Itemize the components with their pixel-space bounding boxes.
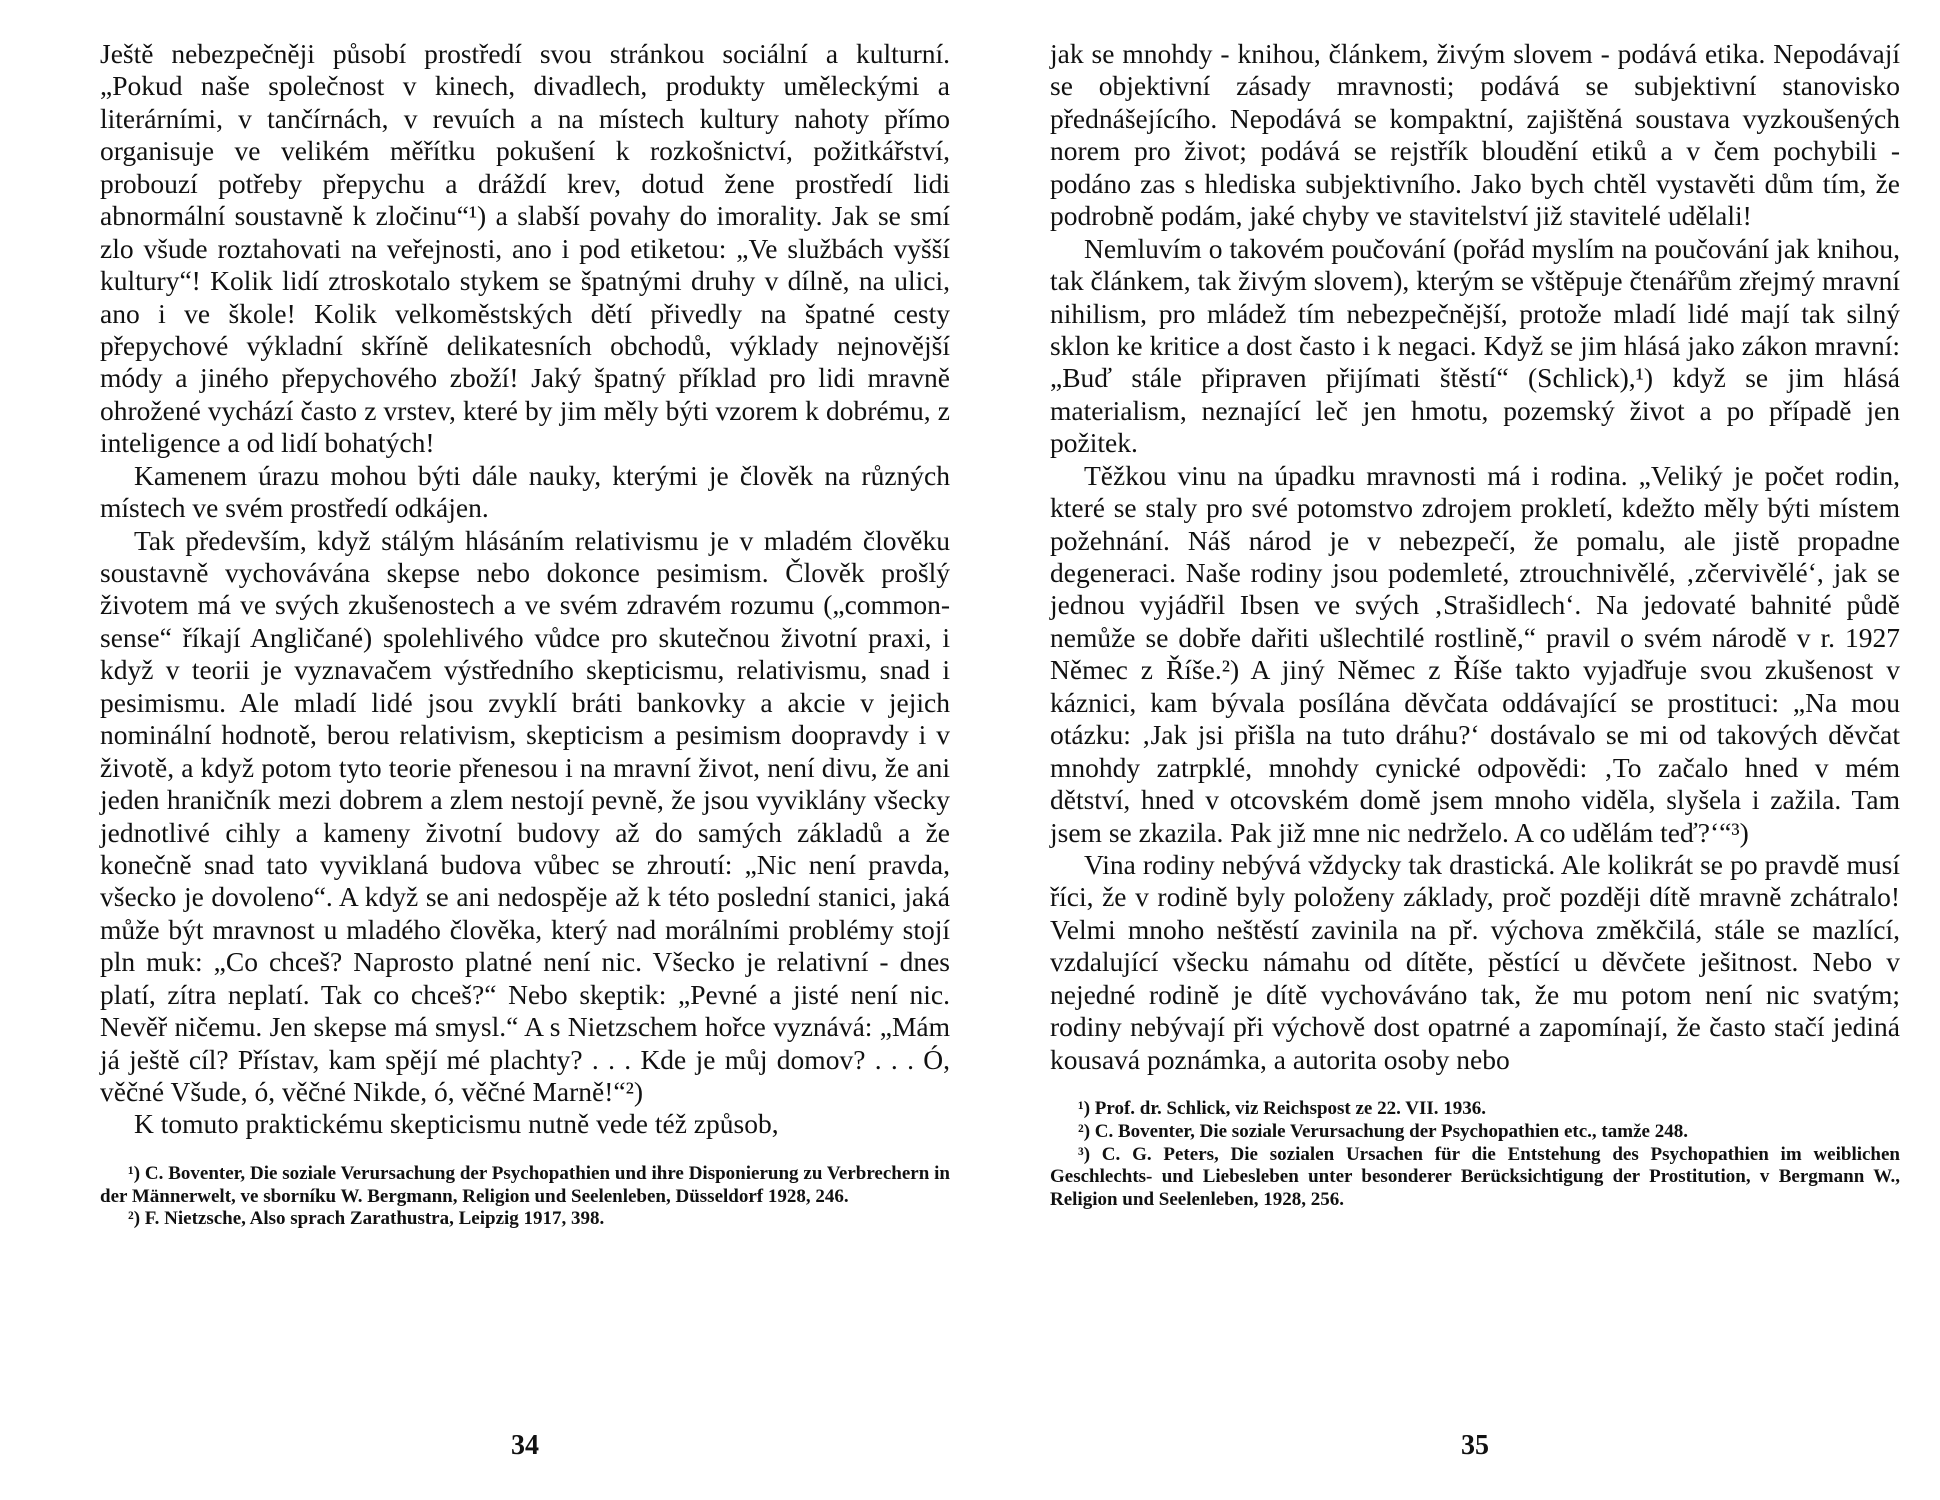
right-footnotes: [1050, 1098, 1900, 1212]
right-footnote-3: ³) C. G. Peters, Die sozialen Ursachen für die Entstehung des Psychopathien im weiblichen Geschlechts- und Liebesleben unter besonderer Berücksichtigung der Prostitution, v Bergmann W., Religion und Seelenleben, 1928, 256.: [1050, 1143, 1900, 1211]
right-paragraph-3: Těžkou vinu na úpadku mravnosti má i rodina. „Veliký je počet rodin, které se staly pro své potomstvo zdrojem prokletí, kdežto měly býti místem požehnání. Náš národ je v nebezpečí, že pomalu, ale jistě propadne degeneraci. Naše rodiny jsou podemleté, ztrouchnivělé, ‚zčervivělé‘, jak se jednou vyjádřil Ibsen ve svých ‚Strašidlech‘. Na jedovaté bahnité půdě nemůže se dobře dařiti ušlechtilé rostlině,“ pravil o svém národě v r. 1927 Němec z Říše.²) A jiný Němec z Říše takto vyjadřuje svou zkušenost v káznici, kam bývala posílána děvčata oddávající se prostituci: „Na mou otázku: ‚Jak jsi přišla na tuto dráhu?‘ dostávalo se mi od takových děvčat mnohdy zatrpklé, mnohdy cynické odpovědi: ‚To začalo hned v mém dětství, hned v otcovském domě jsem mnoho viděla, slyšela i zažila. Tam jsem se zkazila. Pak již mne nic nedrželo. A co udělám teď?‘“³): [1050, 459, 1900, 848]
right-page: [1050, 38, 1900, 1461]
left-paragraph-4: K tomuto praktickému skepticismu nutně vede též způsob,: [134, 1108, 779, 1140]
left-page-body: [100, 38, 950, 1141]
right-paragraph-4: Vina rodiny nebývá vždycky tak drastická. Ale kolikrát se po pravdě musí říci, že v rodině byly položeny základy, proč později dítě mravně zchátralo! Velmi mnoho neštěstí zavinila na př. výchova změkčilá, stále se mazlící, vzdalující všecku námahu od dítěte, pěstící u děvčete ješitnost. Nebo v nejedné rodině je dítě vychováváno tak, že mu potom není nic svatým; rodiny nebývají při výchově dost opatrné a zapomínají, že často stačí jediná kousavá poznámka, a autorita osoby nebo: [1050, 848, 1900, 1075]
left-footnote-1: ¹) C. Boventer, Die soziale Verursachung der Psychopathien und ihre Disponierung zu Verbrechern in der Männerwelt, ve sborníku W. Bergmann, Religion und Seelenleben, Düsseldorf 1928, 246.: [100, 1162, 950, 1207]
left-paragraph-3: Tak především, když stálým hlásáním relativismu je v mladém člověku soustavně vychovávána skepse nebo dokonce pesimism. Člověk prošlý životem má ve svých zkušenostech a ve svém zdravém rozumu („common-sense“ říkají Angličané) spolehlivého vůdce pro skutečnou životní praxi, i když v teorii je vyznavačem výstředního skepticismu, relativismu, snad i pesimismu. Ale mladí lidé jsou zvyklí bráti bankovky a akcie v jejich nominální hodnotě, berou relativism, skepticism a pesimism doopravdy i v životě, a když potom tyto teorie přenesou i na mravní život, není divu, že ani jeden hraničník mezi dobrem a zlem nestojí pevně, že jsou vyviklány všecky jednotlivé cihly a kameny životní budovy až do samých základů a že konečně snad tato vyviklaná budova vůbec se zhroutí: „Nic není pravda, všecko je dovoleno“. A když se ani nedospěje až k této poslední stanici, jaká může být mravnost u mladého člověka, který nad morálními problémy stojí pln muk: „Co chceš? Naprosto platné není nic. Všecko je relativní - dnes platí, zítra neplatí. Tak co chceš?“ Nebo skeptik: „Pevné a jisté není nic. Nevěř ničemu. Jen skepse má smysl.“ A s Nietzschem hořce vyznává: „Mám já ještě cíl? Přístav, kam spějí mé plachty? . . . Kde je můj domov? . . . Ó, věčné Všude, ó, věčné Nikde, ó, věčné Marně!“²): [100, 524, 950, 1107]
left-paragraph-2: Kamenem úrazu mohou býti dále nauky, kterými je člověk na různých místech ve svém prostředí odkájen.: [100, 459, 950, 524]
right-paragraph-1: jak se mnohdy - knihou, článkem, živým slovem - podává etika. Nepodávají se objektivní zásady mravnosti; podává se subjektivní stanovisko přednášejícího. Nepodává se kompaktní, zajištěná soustava vyzkoušených norem pro život; podává se rejstřík bloudění etiků a v čem pochybili - podáno zas s hlediska subjektivního. Jako bych chtěl vystavěti dům tím, že podrobně podám, jaké chyby ve stavitelství již stavitelé udělali!: [1050, 38, 1900, 232]
right-page-body: [1050, 38, 1900, 1076]
right-footnote-1: ¹) Prof. dr. Schlick, viz Reichspost ze 22. VII. 1936.: [1078, 1098, 1487, 1119]
left-page-number: 34: [511, 1430, 539, 1461]
left-footnotes: [100, 1163, 950, 1231]
left-page: [100, 38, 950, 1461]
right-paragraph-2: Nemluvím o takovém poučování (pořád myslím na poučování jak knihou, tak článkem, tak živým slovem), kterým se vštěpuje čtenářům zřejmý mravní nihilism, pro mládež tím nebezpečnější, protože mladí lidé mají tak silný sklon ke kritice a dost často i k negaci. Když se jim hlásá jako zákon mravní: „Buď stále připraven přijímati štěstí“ (Schlick),¹) když se jim hlásá materialism, neznající leč jen hmotu, pozemský život a po případě jen požitek.: [1050, 232, 1900, 459]
left-paragraph-1: Ještě nebezpečněji působí prostředí svou stránkou sociální a kulturní. „Pokud naše společnost v kinech, divadlech, produkty uměleckými a literárními, v tančírnách, v revuích a na místech kultury nahoty přímo organisuje ve velikém měřítku pokušení k rozkošnictví, požitkářství, probouzí potřeby přepychu a dráždí krev, dotud žene prostředí lidi abnormální soustavně k zločinu“¹) a slabší povahy do imorality. Jak se smí zlo všude roztahovati na veřejnosti, ano i pod etiketou: „Ve službách vyšší kultury“! Kolik lidí ztroskotalo stykem se špatnými druhy v dílně, na ulici, ano i ve škole! Kolik velkoměstských dětí přivedly na špatné cesty přepychové výkladní skříně delikatesních obchodů, výklady nejnovější módy a jiného přepychového zboží! Jaký špatný příklad pro lidi mravně ohrožené vychází často z vrstev, které by jim měly býti vzorem k dobrému, z inteligence a od lidí bohatých!: [100, 38, 950, 459]
right-footnote-2: ²) C. Boventer, Die soziale Verursachung der Psychopathien etc., tamže 248.: [1078, 1120, 1688, 1142]
right-page-number: 35: [1461, 1430, 1489, 1461]
left-footnote-2: ²) F. Nietzsche, Also sprach Zarathustra, Leipzig 1917, 398.: [128, 1208, 605, 1230]
